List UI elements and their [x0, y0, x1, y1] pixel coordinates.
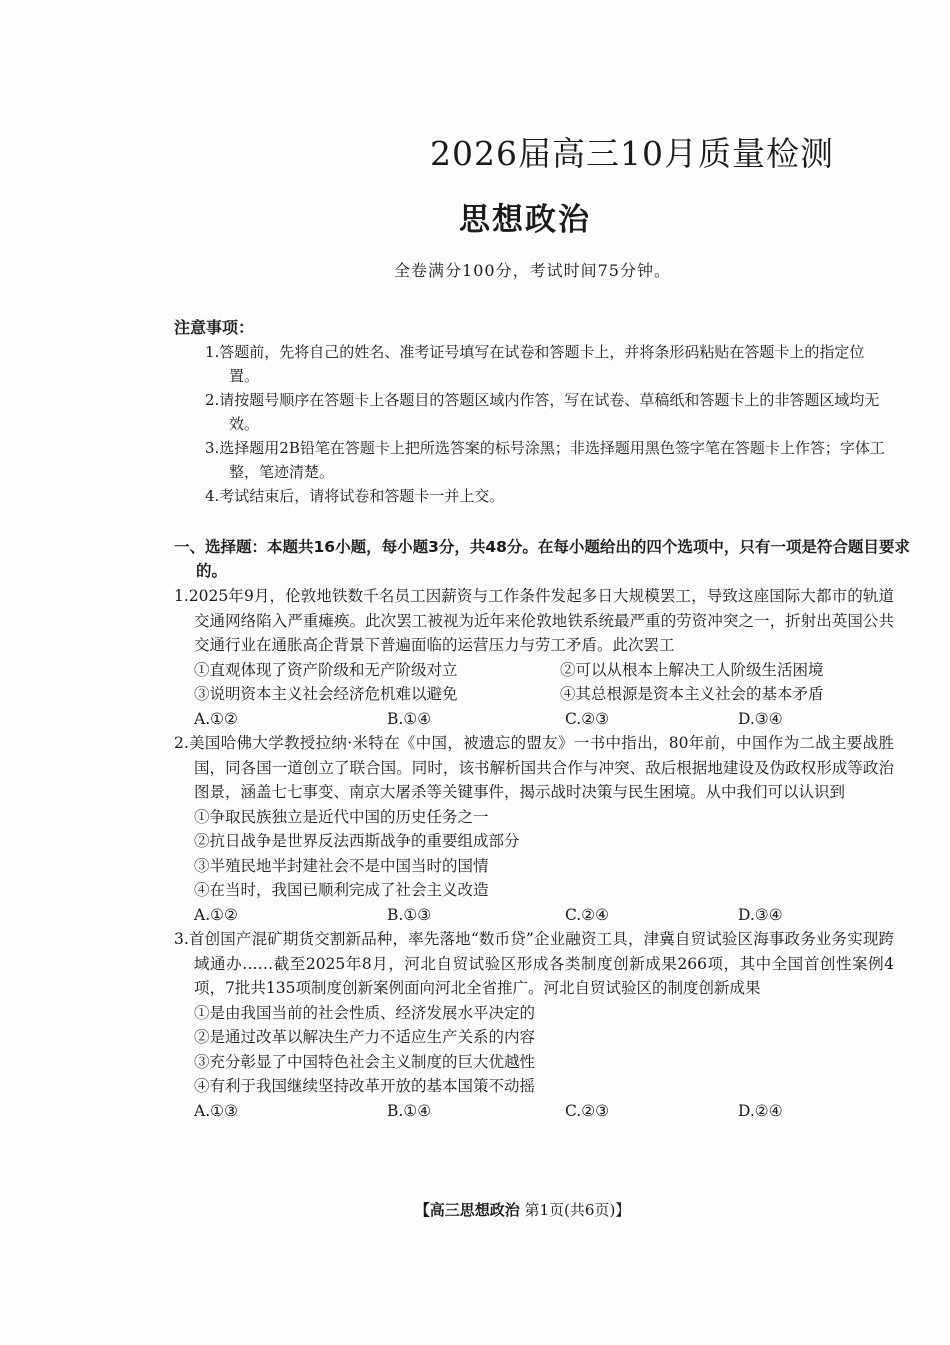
statement: ②是通过改革以解决生产力不适应生产关系的内容: [194, 1028, 536, 1046]
option-c: C.②③: [565, 1101, 610, 1120]
question-1: [174, 584, 894, 731]
option-a: A.①②: [194, 905, 238, 924]
statement: ④其总根源是资本主义社会的基本矛盾: [560, 685, 824, 703]
statement: ②抗日战争是世界反法西斯战争的重要组成部分: [194, 832, 520, 850]
option-b: B.①④: [387, 1101, 432, 1120]
question-stem: 1.2025年9月，伦敦地铁数千名员工因薪资与工作条件发起多日大规模罢工，导致这座国际大都市的轨道交通网络陷入严重瘫痪。此次罢工被视为近年来伦敦地铁系统最严重的劳资冲突之一，折射出英国公共交通行业在通胀高企背景下普遍面临的运营压力与劳工矛盾。此次罢工: [174, 587, 894, 654]
notice-item: 1.答题前，先将自己的姓名、准考证号填写在试卷和答题卡上，并将条形码粘贴在答题卡上的指定位置。: [205, 343, 865, 385]
notice-heading: 注意事项：: [174, 318, 255, 337]
question-list: [174, 584, 894, 1123]
option-b: B.①③: [387, 905, 432, 924]
statement: ②可以从根本上解决工人阶级生活困境: [560, 660, 824, 679]
statement: ③半殖民地半封建社会不是中国当时的国情: [194, 856, 489, 875]
footer-subject-label: 【高三思想政治: [414, 1201, 520, 1219]
option-a: A.①③: [194, 1101, 238, 1120]
notice-list: [205, 340, 890, 508]
section-heading: 一、选择题：本题共16小题，每小题3分，共48分。在每小题给出的四个选项中，只有一项是符合题目要求的。: [174, 538, 910, 580]
subject-title: 思想政治: [459, 202, 591, 238]
statement: ④在当时，我国已顺利完成了社会主义改造: [194, 881, 489, 899]
option-d: D.③④: [738, 905, 783, 924]
exam-meta: 全卷满分100分，考试时间75分钟。: [394, 261, 671, 280]
statement: ③充分彰显了中国特色社会主义制度的巨大优越性: [194, 1052, 536, 1071]
page-footer: [0, 1199, 950, 1220]
notice-item: 3.选择题用2B铅笔在答题卡上把所选答案的标号涂黑；非选择题用黑色签字笔在答题卡上作答；字体工整，笔迹清楚。: [205, 439, 885, 481]
question-2: [174, 731, 894, 927]
option-c: C.②③: [565, 709, 610, 728]
option-d: D.③④: [738, 709, 783, 728]
statement: ③说明资本主义社会经济危机难以避免: [194, 685, 458, 703]
exam-title: 2026届高三10月质量检测: [430, 134, 834, 173]
statement-list: [174, 658, 894, 707]
statement: ①是由我国当前的社会性质、经济发展水平决定的: [194, 1003, 536, 1022]
question-3: [174, 927, 894, 1123]
option-list: [174, 1099, 894, 1124]
question-stem: 2.美国哈佛大学教授拉纳·米特在《中国，被遗忘的盟友》一书中指出，80年前，中国作为二战主要战胜国，同各国一道创立了联合国。同时，该书解析国共合作与冲突、敌后根据地建设及伪政权形成等政治图景，涵盖七七事变、南京大屠杀等关键事件，揭示战时决策与民生困境。从中我们可以认识到: [174, 734, 894, 801]
option-b: B.①④: [387, 709, 432, 728]
option-a: A.①②: [194, 709, 238, 728]
statement: ④有利于我国继续坚持改革开放的基本国策不动摇: [194, 1077, 536, 1095]
option-list: [174, 903, 894, 928]
option-c: C.②④: [565, 905, 610, 924]
footer-page-number: 第1页(共6页)】: [524, 1201, 631, 1219]
option-list: [174, 707, 894, 732]
notice-item: 2.请按题号顺序在答题卡上各题目的答题区域内作答，写在试卷、草稿纸和答题卡上的非答题区域均无效。: [205, 391, 880, 433]
statement: ①争取民族独立是近代中国的历史任务之一: [194, 807, 489, 826]
option-d: D.②④: [738, 1101, 783, 1120]
notice-item: 4.考试结束后，请将试卷和答题卡一并上交。: [205, 487, 505, 505]
question-stem: 3.首创国产混矿期货交割新品种，率先落地“数币贷”企业融资工具，津冀自贸试验区海事政务业务实现跨域通办……截至2025年8月，河北自贸试验区形成各类制度创新成果266项，其中全国首创性案例4项，7批共135项制度创新案例面向河北全省推广。河北自贸试验区的制度创新成果: [174, 930, 894, 997]
statement: ①直观体现了资产阶级和无产阶级对立: [194, 660, 458, 679]
